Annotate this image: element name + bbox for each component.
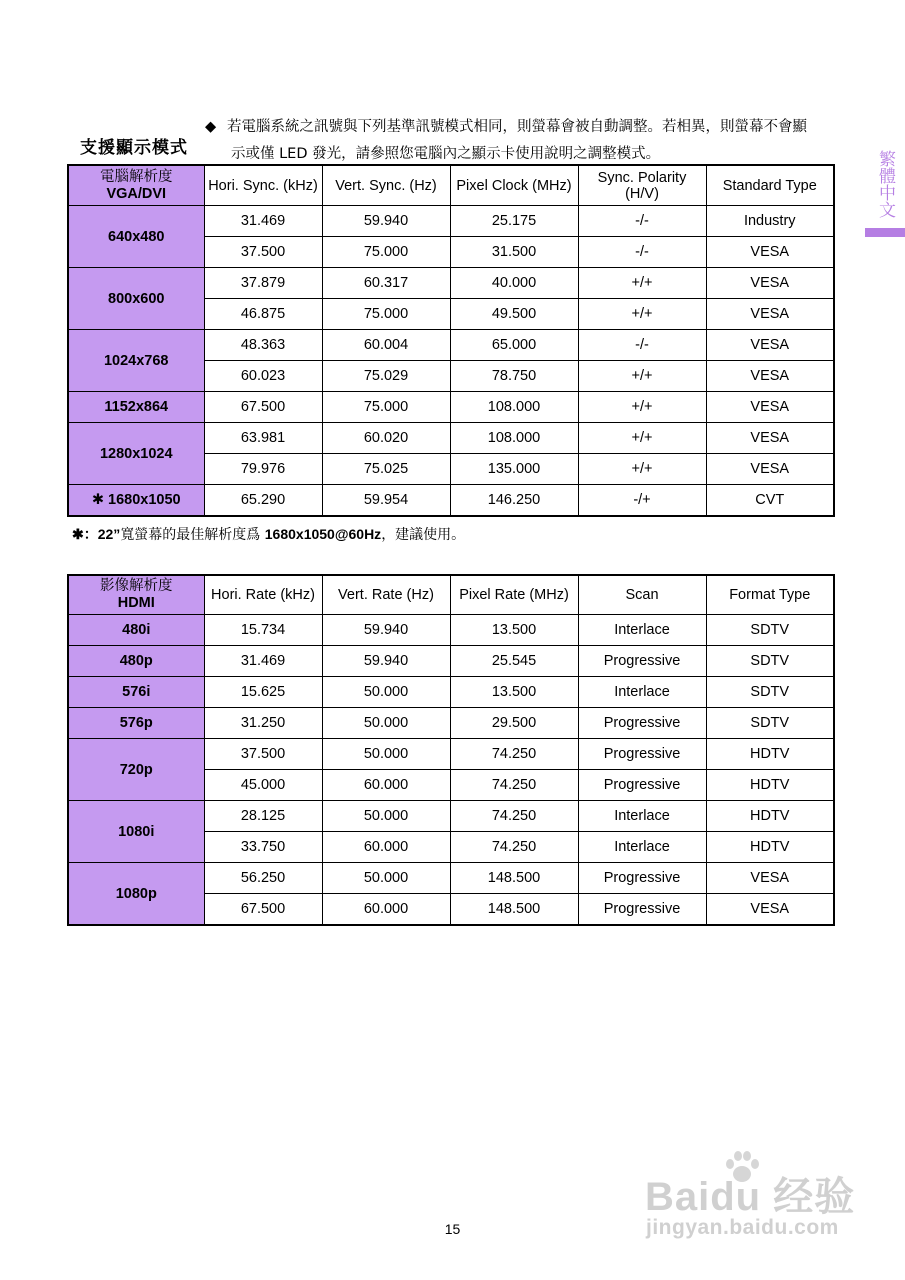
table-cell: Progressive	[578, 770, 706, 801]
table-cell: 78.750	[450, 361, 578, 392]
table-cell: Progressive	[578, 646, 706, 677]
side-tab-bar	[865, 228, 905, 237]
table-cell: VESA	[706, 330, 834, 361]
table-row	[68, 677, 834, 708]
table-cell: +/+	[578, 454, 706, 485]
table-row	[68, 330, 834, 361]
table-cell: VESA	[706, 894, 834, 926]
table-cell: 108.000	[450, 423, 578, 454]
table-cell: 60.000	[322, 770, 450, 801]
table-cell: SDTV	[706, 615, 834, 646]
note-text-1: 若電腦系統之訊號與下列基準訊號模式相同，則螢幕會被自動調整。若相異，則螢幕不會顯	[227, 119, 807, 135]
table-row	[68, 268, 834, 299]
table-cell: 60.023	[204, 361, 322, 392]
table-row	[68, 708, 834, 739]
table-cell: 40.000	[450, 268, 578, 299]
table-cell: 65.000	[450, 330, 578, 361]
table-cell: 74.250	[450, 832, 578, 863]
polarity-sublabel: (H/V)	[625, 185, 659, 202]
watermark-logo: Baidu 经验	[645, 1175, 856, 1219]
table-cell: Interlace	[578, 832, 706, 863]
corner-sublabel: HDMI	[117, 595, 155, 611]
resolution-cell: 1080i	[68, 801, 204, 863]
table-cell: 29.500	[450, 708, 578, 739]
table-cell: Progressive	[578, 739, 706, 770]
table-row	[68, 801, 834, 832]
table-cell: 28.125	[204, 801, 322, 832]
table-cell: 108.000	[450, 392, 578, 423]
table-cell: SDTV	[706, 677, 834, 708]
table-cell: +/+	[578, 268, 706, 299]
table-cell: HDTV	[706, 770, 834, 801]
table-cell: -/-	[578, 330, 706, 361]
resolution-cell: 1280x1024	[68, 423, 204, 485]
polarity-label: Sync. Polarity	[597, 169, 687, 186]
resolution-cell: ✱ 1680x1050	[68, 485, 204, 517]
table-cell: 25.545	[450, 646, 578, 677]
table-cell: 74.250	[450, 801, 578, 832]
diamond-bullet-icon: ◆	[205, 119, 217, 135]
table-cell: Interlace	[578, 677, 706, 708]
column-header: Pixel Rate (MHz)	[450, 575, 578, 615]
table-cell: HDTV	[706, 739, 834, 770]
table-cell: -/-	[578, 237, 706, 268]
footnote-size: 22”	[97, 526, 121, 542]
table-cell: SDTV	[706, 708, 834, 739]
column-header: Vert. Sync. (Hz)	[322, 165, 450, 206]
table-cell: Interlace	[578, 801, 706, 832]
note-line-1	[205, 115, 807, 136]
section-title: 支援顯示模式	[80, 138, 188, 158]
table-cell: 67.500	[204, 392, 322, 423]
table-cell: 50.000	[322, 708, 450, 739]
table-cell: 135.000	[450, 454, 578, 485]
table-cell: 37.500	[204, 739, 322, 770]
footnote-mark: ✱：	[72, 526, 98, 542]
table-cell: Progressive	[578, 708, 706, 739]
table-row	[68, 206, 834, 237]
table-cell: 79.976	[204, 454, 322, 485]
table-cell: 31.500	[450, 237, 578, 268]
table-cell: 56.250	[204, 863, 322, 894]
table-cell: VESA	[706, 361, 834, 392]
resolution-cell: 1080p	[68, 863, 204, 926]
table-cell: 31.250	[204, 708, 322, 739]
table-cell: 146.250	[450, 485, 578, 517]
table-cell: 50.000	[322, 739, 450, 770]
table-cell: 13.500	[450, 615, 578, 646]
table-cell: 15.734	[204, 615, 322, 646]
footnote-text-end: ，建議使用。	[381, 527, 466, 543]
table-cell: 74.250	[450, 770, 578, 801]
table-cell: Interlace	[578, 615, 706, 646]
table-cell: VESA	[706, 268, 834, 299]
table-cell: -/+	[578, 485, 706, 517]
resolution-cell: 640x480	[68, 206, 204, 268]
table-cell: 75.029	[322, 361, 450, 392]
table-cell: 45.000	[204, 770, 322, 801]
table-cell: HDTV	[706, 801, 834, 832]
table-cell: Industry	[706, 206, 834, 237]
table-row	[68, 646, 834, 677]
table-cell: 60.004	[322, 330, 450, 361]
table-cell: VESA	[706, 237, 834, 268]
table-cell: 63.981	[204, 423, 322, 454]
table-header-row	[68, 575, 834, 615]
table-cell: 13.500	[450, 677, 578, 708]
table-cell: HDTV	[706, 832, 834, 863]
table-row	[68, 739, 834, 770]
table-cell: +/+	[578, 392, 706, 423]
column-header: Standard Type	[706, 165, 834, 206]
resolution-cell: 1152x864	[68, 392, 204, 423]
table-row	[68, 863, 834, 894]
table-cell: 31.469	[204, 646, 322, 677]
table-cell: 37.500	[204, 237, 322, 268]
table-row	[68, 392, 834, 423]
table-cell: 59.940	[322, 206, 450, 237]
table-cell: 74.250	[450, 739, 578, 770]
table-cell: Progressive	[578, 894, 706, 926]
footnote-resolution: 1680x1050@60Hz	[264, 526, 382, 542]
watermark-url: jingyan.baidu.com	[646, 1216, 839, 1239]
column-header: Scan	[578, 575, 706, 615]
table-cell: 33.750	[204, 832, 322, 863]
table-cell: 59.954	[322, 485, 450, 517]
language-side-tab: 繁體中文	[875, 150, 895, 218]
table-row	[68, 423, 834, 454]
table-cell: 50.000	[322, 863, 450, 894]
table-cell: 50.000	[322, 677, 450, 708]
table-cell: 75.025	[322, 454, 450, 485]
vga-timing-table	[67, 164, 835, 517]
table-cell: VESA	[706, 299, 834, 330]
table-cell: -/-	[578, 206, 706, 237]
table-cell: 65.290	[204, 485, 322, 517]
table-cell: 148.500	[450, 863, 578, 894]
table-cell: 50.000	[322, 801, 450, 832]
footnote-text: 寬螢幕的最佳解析度爲	[120, 527, 265, 543]
column-header: Vert. Rate (Hz)	[322, 575, 450, 615]
table-cell: 60.000	[322, 894, 450, 926]
corner-header	[68, 575, 204, 615]
table-cell: Progressive	[578, 863, 706, 894]
column-header	[578, 165, 706, 206]
resolution-cell: 800x600	[68, 268, 204, 330]
corner-label: 電腦解析度	[100, 168, 173, 185]
resolution-cell: 576p	[68, 708, 204, 739]
table-cell: +/+	[578, 423, 706, 454]
table-cell: +/+	[578, 299, 706, 330]
table-cell: VESA	[706, 423, 834, 454]
table-cell: 46.875	[204, 299, 322, 330]
table-row	[68, 615, 834, 646]
table-cell: 148.500	[450, 894, 578, 926]
resolution-cell: 480p	[68, 646, 204, 677]
table-cell: 67.500	[204, 894, 322, 926]
table-cell: VESA	[706, 863, 834, 894]
table-cell: VESA	[706, 454, 834, 485]
table-cell: SDTV	[706, 646, 834, 677]
table-cell: 49.500	[450, 299, 578, 330]
table-cell: CVT	[706, 485, 834, 517]
column-header: Hori. Sync. (kHz)	[204, 165, 322, 206]
column-header: Format Type	[706, 575, 834, 615]
table-cell: 75.000	[322, 392, 450, 423]
resolution-cell: 1024x768	[68, 330, 204, 392]
corner-sublabel: VGA/DVI	[106, 185, 167, 202]
column-header: Pixel Clock (MHz)	[450, 165, 578, 206]
table-cell: VESA	[706, 392, 834, 423]
resolution-cell: 576i	[68, 677, 204, 708]
table-cell: 75.000	[322, 237, 450, 268]
table-cell: 48.363	[204, 330, 322, 361]
corner-label: 影像解析度	[100, 578, 173, 594]
table-cell: 15.625	[204, 677, 322, 708]
hdmi-timing-table	[67, 574, 835, 926]
resolution-cell: 720p	[68, 739, 204, 801]
table-cell: 59.940	[322, 646, 450, 677]
table-cell: 31.469	[204, 206, 322, 237]
table-cell: 60.020	[322, 423, 450, 454]
table-header-row	[68, 165, 834, 206]
corner-header	[68, 165, 204, 206]
footnote	[72, 524, 465, 544]
table-cell: +/+	[578, 361, 706, 392]
table-row	[68, 485, 834, 517]
resolution-cell: 480i	[68, 615, 204, 646]
page-number: 15	[444, 1221, 461, 1237]
table-cell: 37.879	[204, 268, 322, 299]
table-cell: 60.317	[322, 268, 450, 299]
note-line-2: 示或僅 LED 發光，請參照您電腦內之顯示卡使用說明之調整模式。	[231, 146, 661, 162]
column-header: Hori. Rate (kHz)	[204, 575, 322, 615]
table-cell: 25.175	[450, 206, 578, 237]
table-cell: 75.000	[322, 299, 450, 330]
table-cell: 60.000	[322, 832, 450, 863]
table-cell: 59.940	[322, 615, 450, 646]
